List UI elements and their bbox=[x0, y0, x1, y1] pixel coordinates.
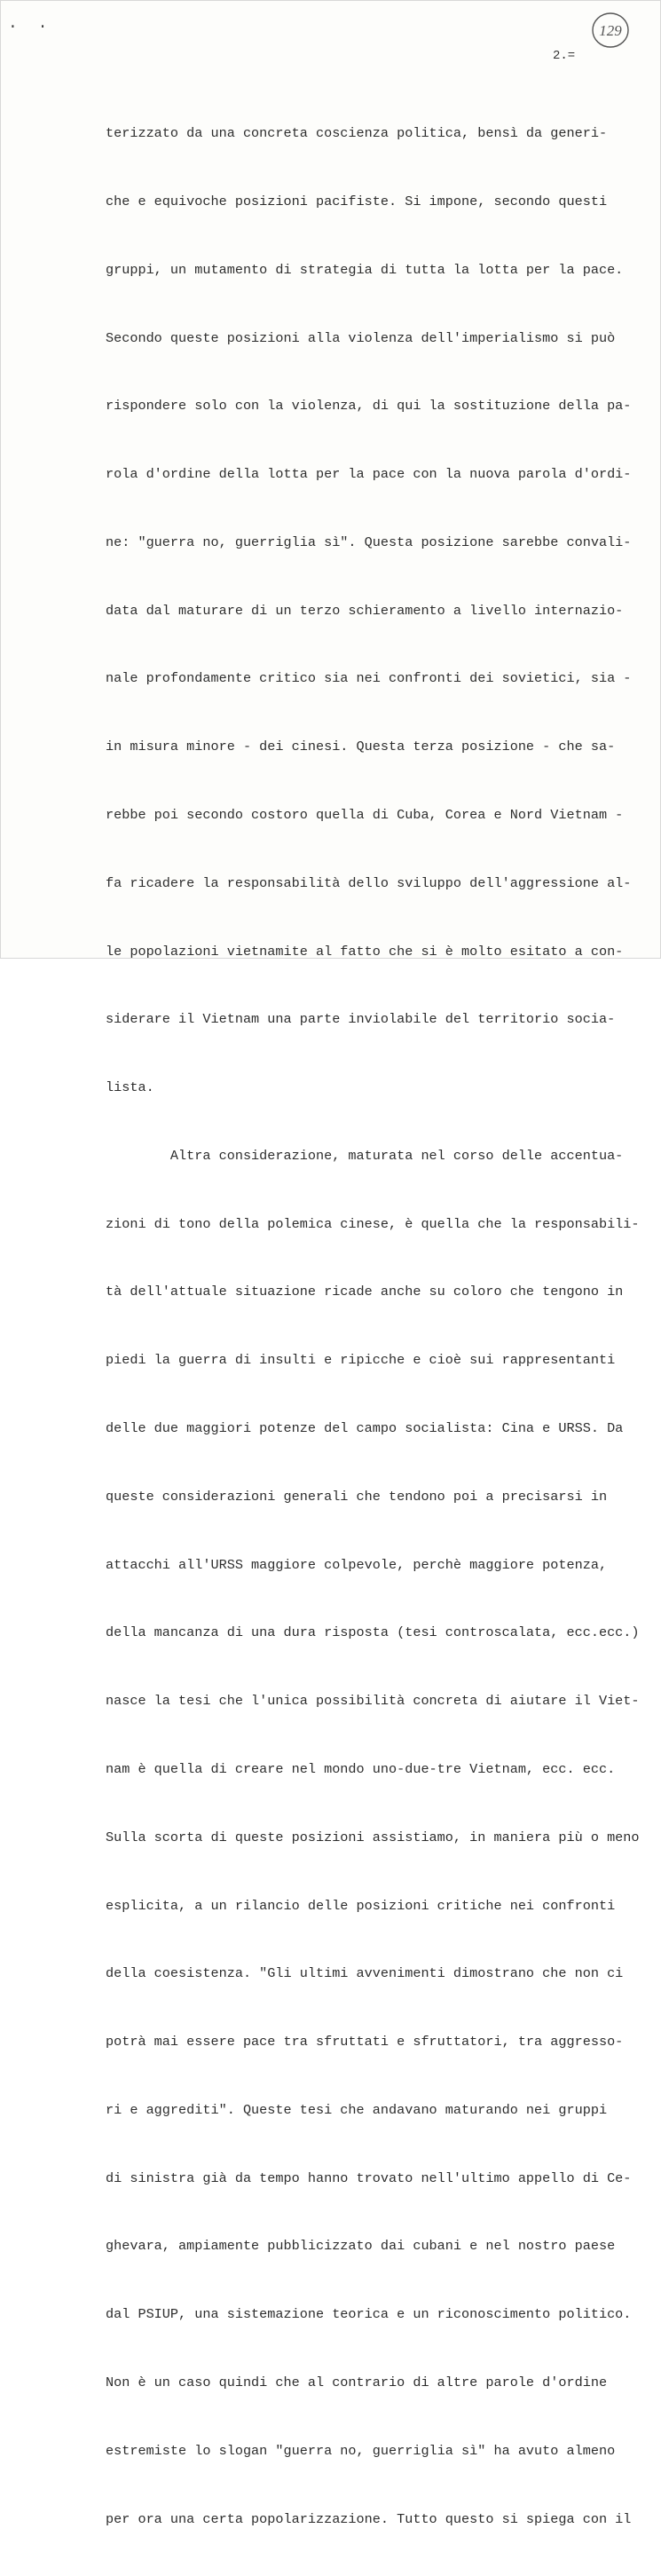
text-line: terizzato da una concreta coscienza politica, bensì da generi- bbox=[106, 125, 608, 142]
text-line: Secondo queste posizioni alla violenza dell'imperialismo si può bbox=[106, 329, 616, 346]
text-line: di sinistra già da tempo hanno trovato nell'ultimo appello di Ce- bbox=[106, 2169, 632, 2186]
text-line: le popolazioni vietnamite al fatto che si è molto esitato a con- bbox=[106, 943, 624, 960]
text-line: piedi la guerra di insulti e ripicche e cioè sui rappresentanti bbox=[106, 1352, 616, 1369]
page-number: 2.= bbox=[553, 49, 576, 63]
text-line: zioni di tono della polemica cinese, è quella che la responsabili- bbox=[106, 1215, 640, 1232]
text-line: dal PSIUP, una sistemazione teorica e un riconoscimento politico. bbox=[106, 2306, 632, 2323]
text-line: rebbe poi secondo costoro quella di Cuba, Corea e Nord Vietnam - bbox=[106, 807, 624, 823]
text-line: fa ricadere la responsabilità dello sviluppo dell'aggressione al- bbox=[106, 874, 632, 891]
text-line: gruppi, un mutamento di strategia di tutta la lotta per la pace. bbox=[106, 261, 624, 278]
text-line: tà dell'attuale situazione ricade anche su coloro che tengono in bbox=[106, 1284, 624, 1300]
text-line: Altra considerazione, maturata nel corso delle accentua- bbox=[106, 1147, 624, 1164]
text-line: ne: "guerra no, guerriglia sì". Questa posizione sarebbe convali- bbox=[106, 533, 632, 550]
text-line: della coesistenza. "Gli ultimi avvenimenti dimostrano che non ci bbox=[106, 1965, 624, 1982]
text-line: data dal maturare di un terzo schieramento a livello internazio- bbox=[106, 602, 624, 619]
text-line: nale profondamente critico sia nei confronti dei sovietici, sia - bbox=[106, 670, 632, 687]
text-line: esplicita, a un rilancio delle posizioni critiche nei confronti bbox=[106, 1897, 616, 1914]
archive-stamp bbox=[590, 10, 631, 51]
text-line: siderare il Vietnam una parte inviolabile del territorio socia- bbox=[106, 1011, 616, 1028]
text-line: estremiste lo slogan "guerra no, guerriglia sì" ha avuto almeno bbox=[106, 2442, 616, 2459]
text-line: ghevara, ampiamente pubblicizzato dai cubani e nel nostro paese bbox=[106, 2238, 616, 2255]
typewritten-text bbox=[106, 77, 640, 2576]
text-line: rispondere solo con la violenza, di qui la sostituzione della pa- bbox=[106, 398, 632, 415]
text-line: potrà mai essere pace tra sfruttati e sfruttatori, tra aggresso- bbox=[106, 2034, 624, 2051]
text-line: in misura minore - dei cinesi. Questa terza posizione - che sa- bbox=[106, 739, 616, 755]
text-line: nasce la tesi che l'unica possibilità concreta di aiutare il Viet- bbox=[106, 1693, 640, 1710]
text-line: delle due maggiori potenze del campo socialista: Cina e URSS. Da bbox=[106, 1420, 624, 1437]
text-line: della mancanza di una dura risposta (tesi controscalata, ecc.ecc.) bbox=[106, 1624, 640, 1641]
corner-marks: . . bbox=[8, 15, 53, 33]
text-line: Non è un caso quindi che al contrario di altre parole d'ordine bbox=[106, 2374, 608, 2390]
text-line: attacchi all'URSS maggiore colpevole, perchè maggiore potenza, bbox=[106, 1556, 608, 1573]
text-line: lista. bbox=[106, 1079, 154, 1096]
text-line: per ora una certa popolarizzazione. Tutto questo si spiega con il bbox=[106, 2510, 632, 2527]
text-line: queste considerazioni generali che tendono poi a precisarsi in bbox=[106, 1488, 608, 1505]
text-line: ri e aggrediti". Queste tesi che andavano maturando nei gruppi bbox=[106, 2101, 608, 2118]
text-line: rola d'ordine della lotta per la pace con la nuova parola d'ordi- bbox=[106, 466, 632, 483]
text-line: nam è quella di creare nel mondo uno-due-tre Vietnam, ecc. ecc. bbox=[106, 1760, 616, 1777]
text-line: Sulla scorta di queste posizioni assistiamo, in maniera più o meno bbox=[106, 1829, 640, 1845]
stamp-number: 129 bbox=[599, 22, 622, 39]
text-line: che e equivoche posizioni pacifiste. Si impone, secondo questi bbox=[106, 193, 608, 209]
